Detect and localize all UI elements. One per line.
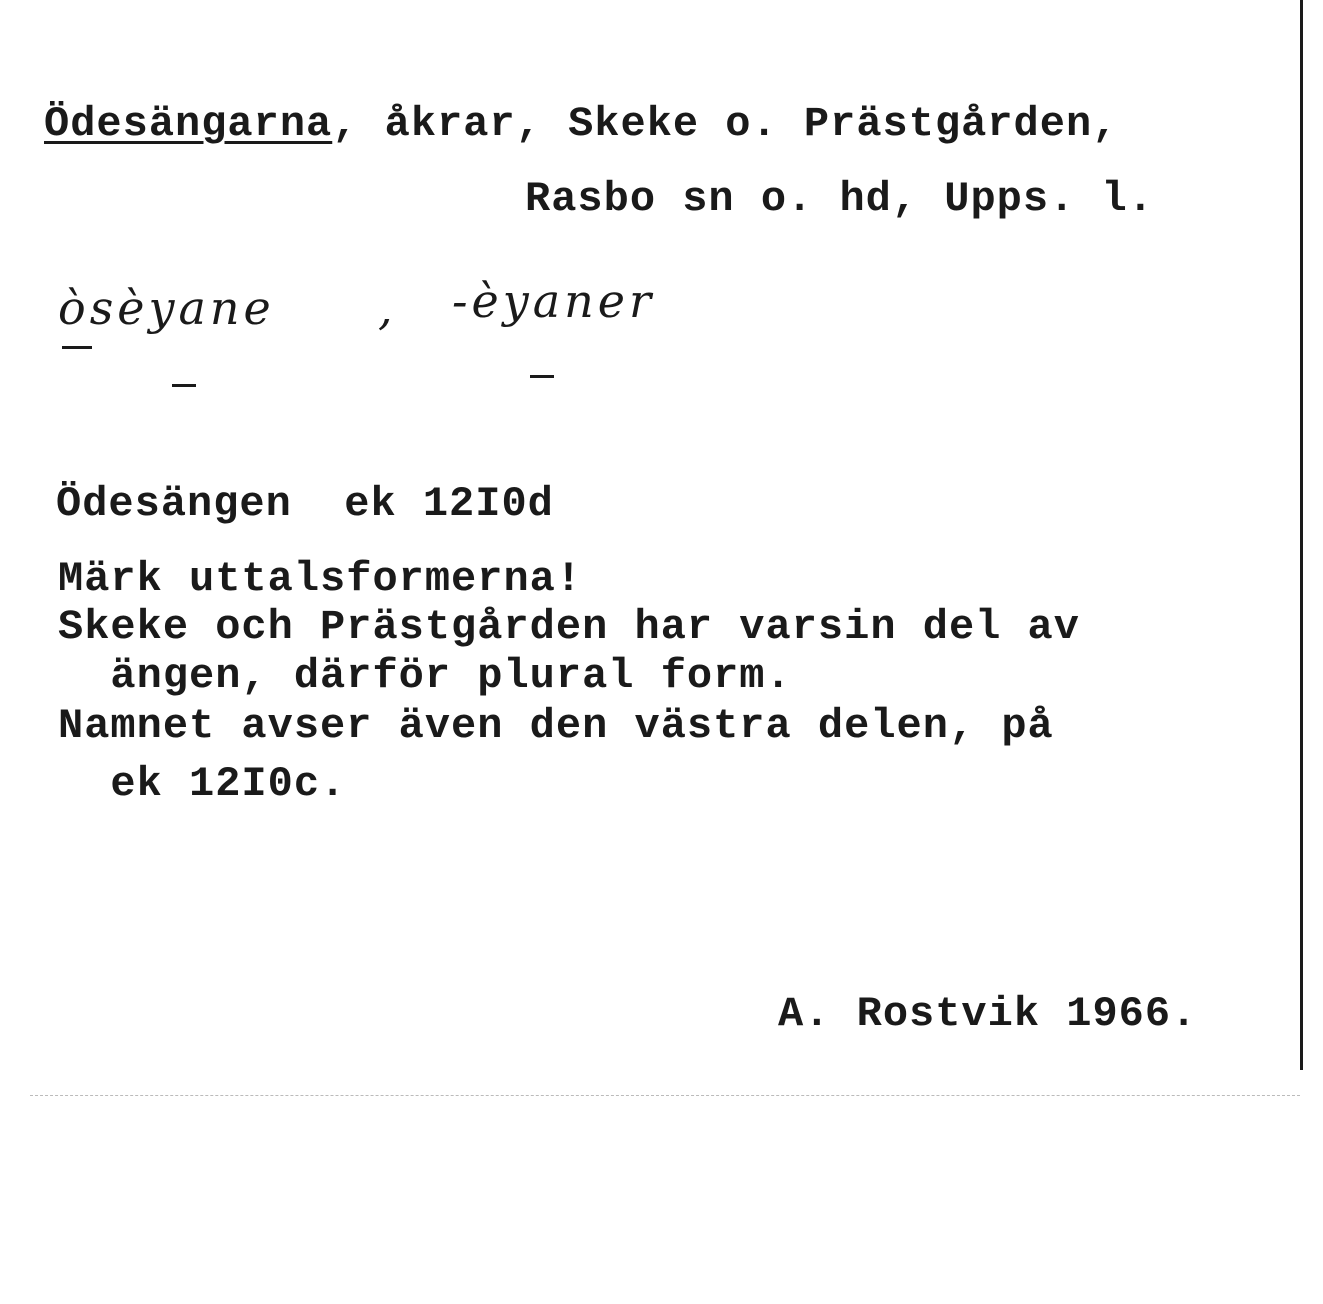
stress-mark-3: [530, 375, 554, 378]
pronunciation-separator: ,: [378, 281, 397, 335]
note-line: Märk uttalsformerna!: [58, 555, 583, 603]
card-right-edge: [1300, 0, 1303, 1070]
stress-mark-2: [172, 384, 196, 387]
headword: Ödesängarna: [44, 100, 333, 148]
note-line: Skeke och Prästgården har varsin del av: [58, 603, 1080, 651]
pronunciation-1: òsèyane: [58, 281, 275, 335]
signature: A. Rostvik 1966.: [778, 990, 1198, 1038]
heading-rest: , åkrar, Skeke o. Prästgården,: [332, 100, 1119, 148]
location-line: Rasbo sn o. hd, Upps. l.: [525, 175, 1154, 223]
note-line: ängen, därför plural form.: [58, 652, 792, 700]
pronunciation-2: -èyaner: [452, 274, 656, 328]
stress-mark-1: [62, 346, 92, 349]
note-line: ek 12I0c.: [58, 760, 347, 808]
note-line: Namnet avser även den västra delen, på: [58, 702, 1054, 750]
heading-line: [44, 100, 1118, 148]
reference-line: Ödesängen ek 12I0d: [56, 480, 554, 528]
card-bottom-edge: [30, 1095, 1300, 1097]
